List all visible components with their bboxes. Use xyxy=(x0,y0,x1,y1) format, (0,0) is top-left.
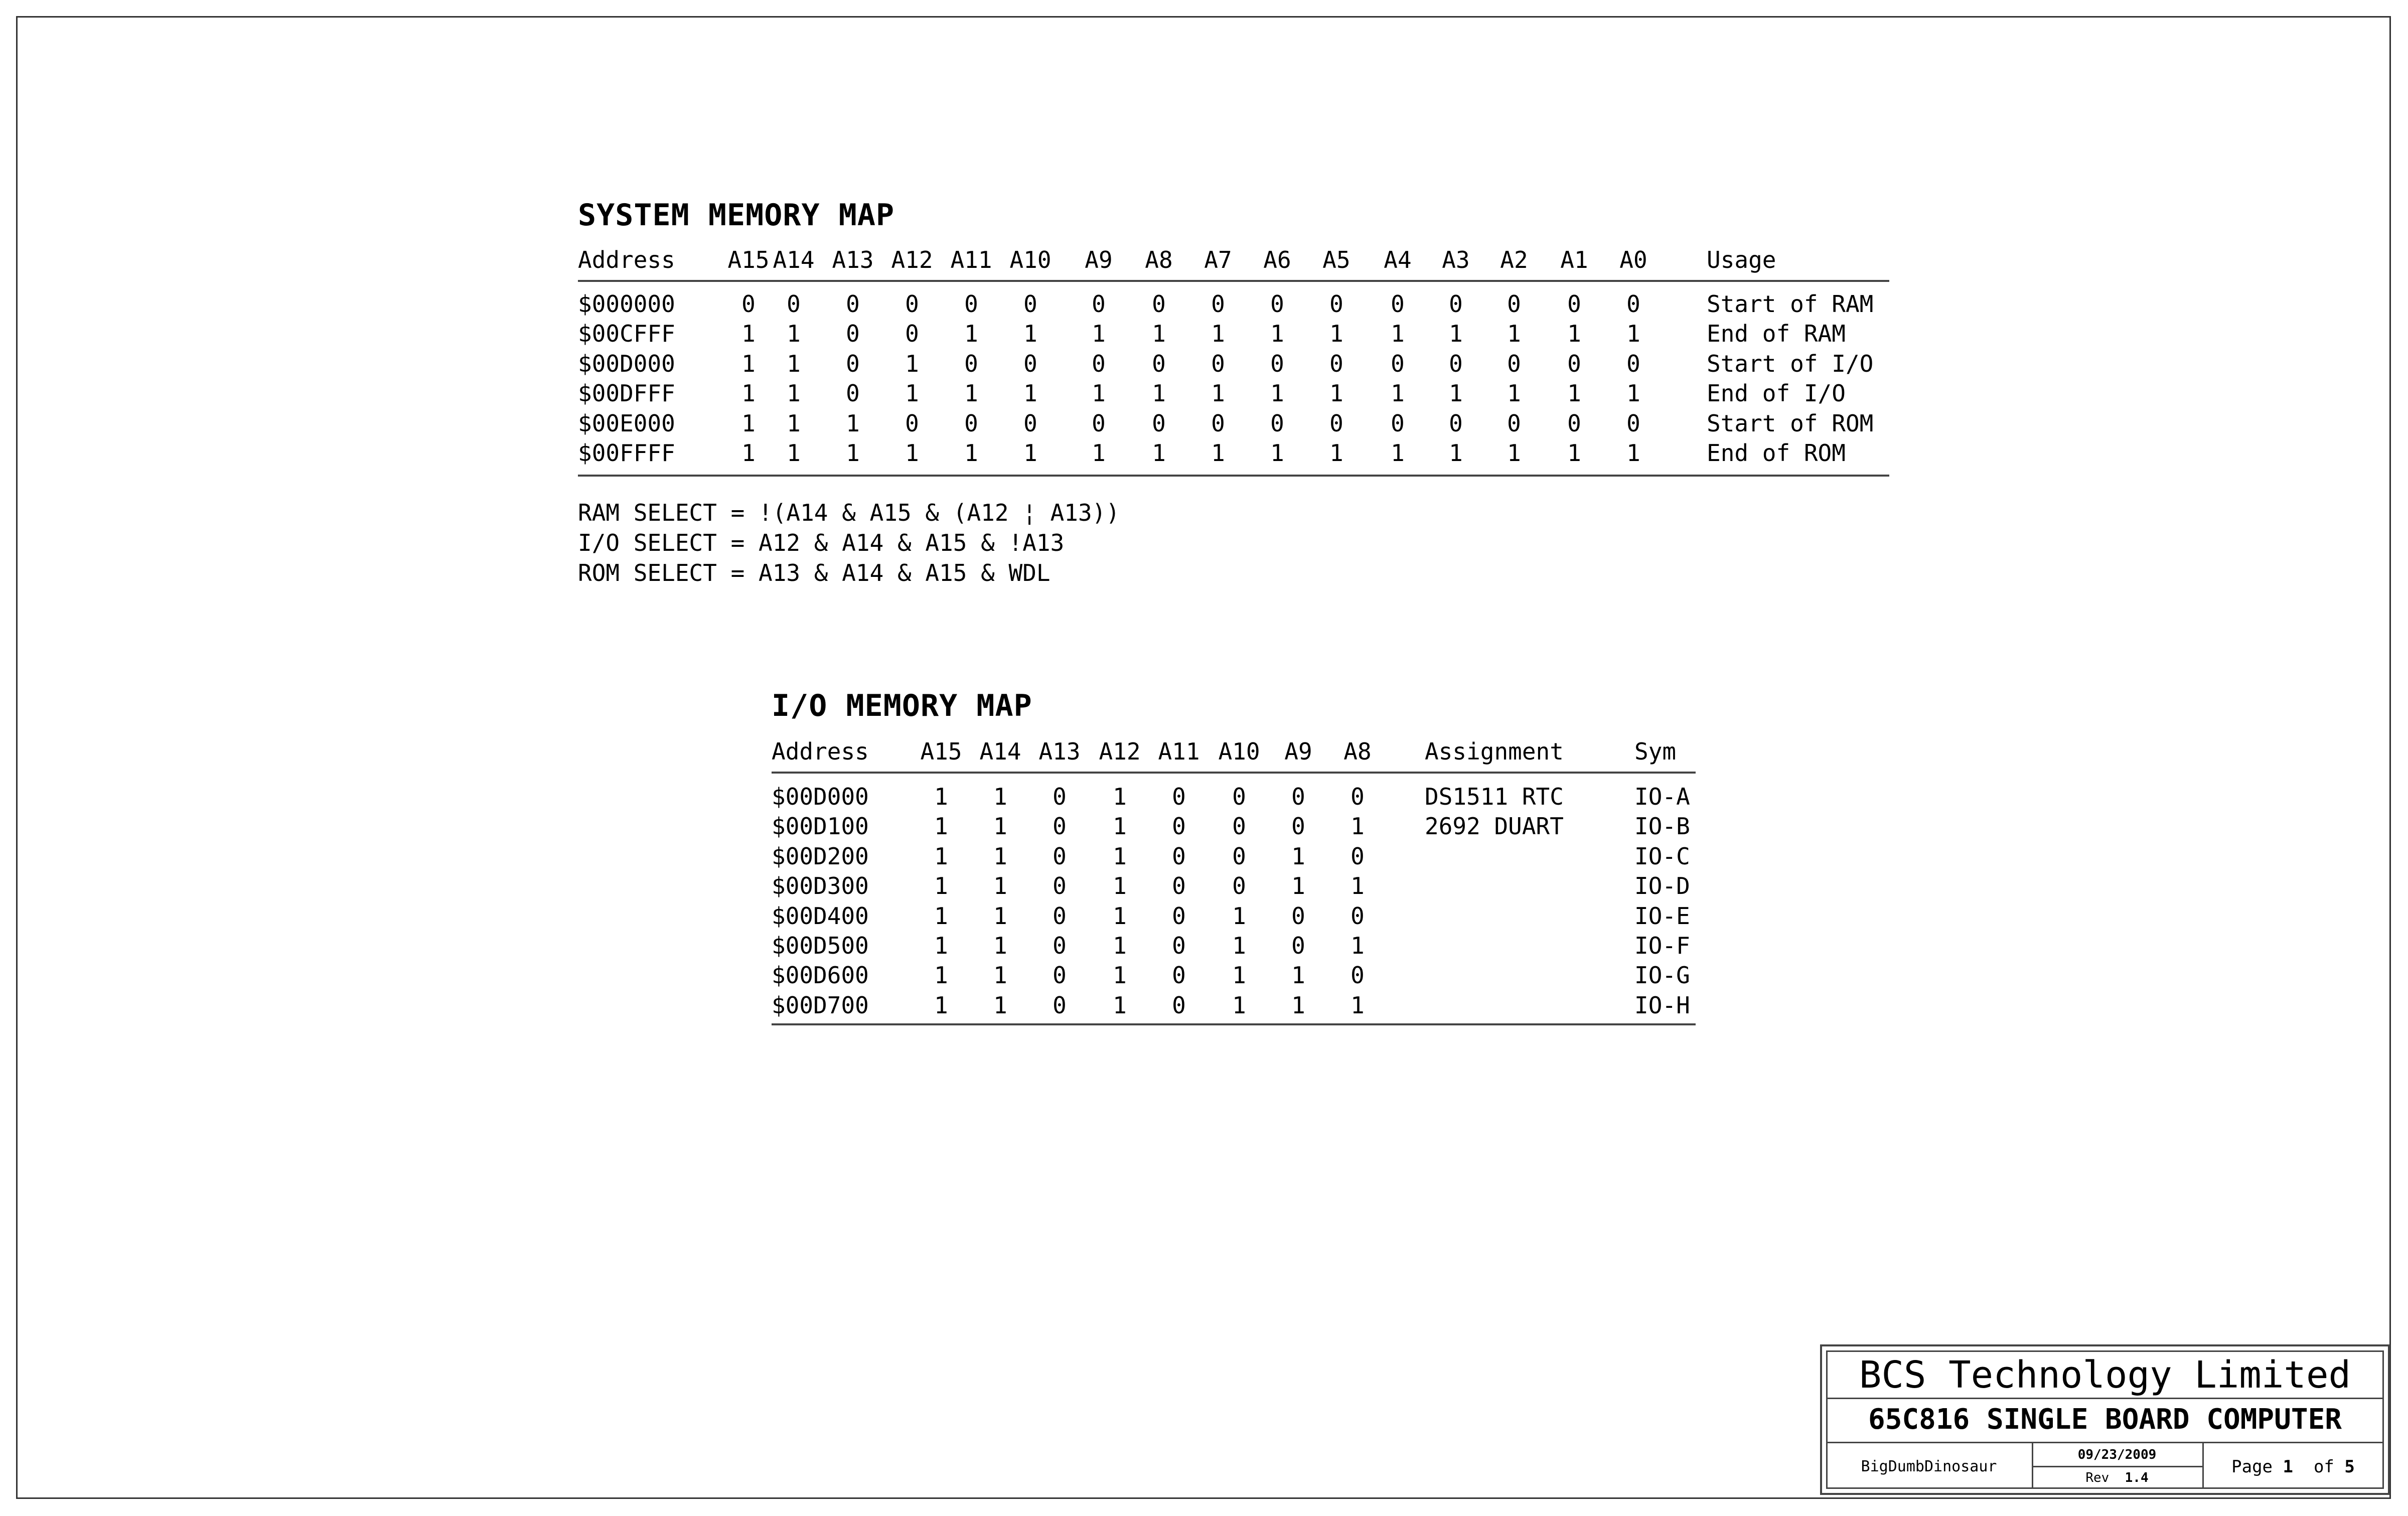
bit-cell: 1 xyxy=(1329,320,1343,347)
bit-cell: 1 xyxy=(964,380,978,407)
bit-cell: 0 xyxy=(1507,290,1521,318)
bit-cell: 1 xyxy=(1152,380,1166,407)
bit-cell: 0 xyxy=(1391,350,1405,377)
page-number xyxy=(2202,1445,2384,1489)
bit-cell: 1 xyxy=(741,380,756,407)
sym-cell: IO-H xyxy=(1634,992,1690,1019)
column-header: A1 xyxy=(1560,246,1588,273)
bit-cell: 1 xyxy=(1329,380,1343,407)
column-header: A14 xyxy=(773,246,815,273)
bit-cell: 0 xyxy=(1211,290,1225,318)
bit-cell: 1 xyxy=(1113,872,1127,899)
sym-cell: IO-B xyxy=(1634,813,1690,840)
bit-cell: 1 xyxy=(1449,320,1463,347)
bit-cell: 1 xyxy=(905,380,919,407)
bit-cell: 1 xyxy=(905,350,919,377)
bit-cell: 1 xyxy=(1113,962,1127,989)
bit-cell: 1 xyxy=(846,439,860,467)
io-map-title: I/O MEMORY MAP xyxy=(772,688,1032,723)
bit-cell: 1 xyxy=(993,813,1007,840)
usage-cell: Start of ROM xyxy=(1707,410,1874,437)
bit-cell: 0 xyxy=(1626,350,1640,377)
bit-cell: 1 xyxy=(1291,872,1305,899)
bit-cell: 1 xyxy=(934,962,948,989)
bit-cell: 0 xyxy=(1052,962,1067,989)
bit-cell: 0 xyxy=(1329,290,1343,318)
bit-cell: 1 xyxy=(905,439,919,467)
bit-cell: 0 xyxy=(1052,872,1067,899)
assignment-cell: 2692 DUART xyxy=(1425,813,1564,840)
column-header: Address xyxy=(772,738,869,765)
bit-cell: 1 xyxy=(1113,902,1127,930)
sym-cell: IO-A xyxy=(1634,783,1690,810)
page-label: Page xyxy=(2231,1457,2273,1477)
bit-cell: 0 xyxy=(1567,410,1581,437)
title-block-divider xyxy=(1826,1398,2384,1399)
column-header: A0 xyxy=(1619,246,1647,273)
bit-cell: 0 xyxy=(1350,962,1365,989)
bit-cell: 0 xyxy=(1152,410,1166,437)
address-cell: $000000 xyxy=(578,290,675,318)
bit-cell: 0 xyxy=(1172,902,1186,930)
bit-cell: 1 xyxy=(934,992,948,1019)
address-cell: $00D200 xyxy=(772,843,869,870)
bit-cell: 0 xyxy=(1449,290,1463,318)
bit-cell: 1 xyxy=(993,992,1007,1019)
bit-cell: 1 xyxy=(964,320,978,347)
sym-cell: IO-E xyxy=(1634,902,1690,930)
bit-cell: 0 xyxy=(1232,783,1246,810)
column-header: A7 xyxy=(1204,246,1232,273)
usage-cell: End of ROM xyxy=(1707,439,1846,467)
column-header: Assignment xyxy=(1425,738,1564,765)
bit-cell: 0 xyxy=(846,290,860,318)
address-cell: $00DFFF xyxy=(578,380,675,407)
bit-cell: 1 xyxy=(1626,320,1640,347)
bit-cell: 0 xyxy=(1052,902,1067,930)
column-header: A5 xyxy=(1322,246,1350,273)
bit-cell: 0 xyxy=(1507,350,1521,377)
bit-cell: 0 xyxy=(1172,813,1186,840)
ram-select-equation: RAM SELECT = !(A14 & A15 & (A12 ¦ A13)) xyxy=(578,499,1120,526)
bit-cell: 0 xyxy=(1152,290,1166,318)
bit-cell: 0 xyxy=(1172,783,1186,810)
bit-cell: 1 xyxy=(1092,439,1106,467)
bit-cell: 0 xyxy=(1350,783,1365,810)
bit-cell: 1 xyxy=(1507,380,1521,407)
column-header: A10 xyxy=(1009,246,1051,273)
bit-cell: 1 xyxy=(787,350,801,377)
bit-cell: 1 xyxy=(1329,439,1343,467)
bit-cell: 1 xyxy=(993,843,1007,870)
column-header: A15 xyxy=(920,738,962,765)
bit-cell: 0 xyxy=(1626,290,1640,318)
bit-cell: 1 xyxy=(1507,320,1521,347)
bit-cell: 0 xyxy=(1232,843,1246,870)
bit-cell: 1 xyxy=(787,380,801,407)
bit-cell: 0 xyxy=(1391,410,1405,437)
column-header: A4 xyxy=(1384,246,1412,273)
bit-cell: 1 xyxy=(1291,992,1305,1019)
bit-cell: 0 xyxy=(1291,932,1305,959)
bit-cell: 1 xyxy=(1113,813,1127,840)
column-header: A13 xyxy=(1038,738,1081,765)
bit-cell: 1 xyxy=(1232,932,1246,959)
bit-cell: 1 xyxy=(1023,320,1037,347)
bit-cell: 0 xyxy=(846,380,860,407)
bit-cell: 1 xyxy=(1350,992,1365,1019)
bit-cell: 1 xyxy=(1626,439,1640,467)
bit-cell: 0 xyxy=(905,290,919,318)
bit-cell: 1 xyxy=(1270,320,1284,347)
bit-cell: 1 xyxy=(1567,380,1581,407)
bit-cell: 0 xyxy=(1092,410,1106,437)
system-map-title: SYSTEM MEMORY MAP xyxy=(578,198,895,233)
bit-cell: 0 xyxy=(1270,350,1284,377)
bit-cell: 1 xyxy=(1626,380,1640,407)
bit-cell: 0 xyxy=(1291,783,1305,810)
bit-cell: 1 xyxy=(1211,320,1225,347)
address-cell: $00D500 xyxy=(772,932,869,959)
page-of-label: of xyxy=(2313,1457,2334,1477)
column-header: Address xyxy=(578,246,675,273)
column-header: A6 xyxy=(1263,246,1291,273)
bit-cell: 1 xyxy=(934,872,948,899)
bit-cell: 0 xyxy=(1232,872,1246,899)
bit-cell: 1 xyxy=(993,962,1007,989)
bit-cell: 0 xyxy=(1023,350,1037,377)
column-header: A12 xyxy=(1099,738,1141,765)
bit-cell: 0 xyxy=(905,410,919,437)
bit-cell: 0 xyxy=(1232,813,1246,840)
bit-cell: 0 xyxy=(1052,783,1067,810)
address-cell: $00D000 xyxy=(578,350,675,377)
bit-cell: 1 xyxy=(1232,962,1246,989)
drawing-date: 09/23/2009 xyxy=(2077,1447,2157,1462)
usage-cell: Start of I/O xyxy=(1707,350,1874,377)
bit-cell: 0 xyxy=(964,410,978,437)
bit-cell: 0 xyxy=(1329,350,1343,377)
usage-cell: End of I/O xyxy=(1707,380,1846,407)
bit-cell: 1 xyxy=(1391,320,1405,347)
bit-cell: 0 xyxy=(1172,932,1186,959)
column-header: A9 xyxy=(1085,246,1113,273)
address-cell: $00D400 xyxy=(772,902,869,930)
bit-cell: 0 xyxy=(1507,410,1521,437)
io-map-header-rule xyxy=(772,772,1696,774)
bit-cell: 1 xyxy=(934,783,948,810)
column-header: Sym xyxy=(1634,738,1677,765)
bit-cell: 1 xyxy=(1291,962,1305,989)
bit-cell: 1 xyxy=(1023,380,1037,407)
usage-cell: End of RAM xyxy=(1707,320,1846,347)
bit-cell: 1 xyxy=(1113,932,1127,959)
bit-cell: 1 xyxy=(741,410,756,437)
bit-cell: 1 xyxy=(846,410,860,437)
bit-cell: 0 xyxy=(1567,290,1581,318)
column-header: A12 xyxy=(891,246,933,273)
io-select-equation: I/O SELECT = A12 & A14 & A15 & !A13 xyxy=(578,529,1065,556)
address-cell: $00D000 xyxy=(772,783,869,810)
page-total: 5 xyxy=(2344,1457,2355,1477)
bit-cell: 1 xyxy=(1232,902,1246,930)
bit-cell: 1 xyxy=(1350,813,1365,840)
column-header: A9 xyxy=(1284,738,1312,765)
bit-cell: 1 xyxy=(993,872,1007,899)
bit-cell: 1 xyxy=(1270,380,1284,407)
revision-value: 1.4 xyxy=(2125,1470,2149,1485)
bit-cell: 0 xyxy=(1092,350,1106,377)
address-cell: $00D100 xyxy=(772,813,869,840)
bit-cell: 1 xyxy=(1113,843,1127,870)
sym-cell: IO-C xyxy=(1634,843,1690,870)
sym-cell: IO-G xyxy=(1634,962,1690,989)
bit-cell: 1 xyxy=(1113,783,1127,810)
bit-cell: 0 xyxy=(1052,843,1067,870)
bit-cell: 0 xyxy=(1023,410,1037,437)
bit-cell: 0 xyxy=(1270,290,1284,318)
address-cell: $00D700 xyxy=(772,992,869,1019)
bit-cell: 1 xyxy=(1152,439,1166,467)
bit-cell: 0 xyxy=(1291,902,1305,930)
column-header: A15 xyxy=(727,246,770,273)
sym-cell: IO-F xyxy=(1634,932,1690,959)
bit-cell: 0 xyxy=(1052,932,1067,959)
bit-cell: 0 xyxy=(1329,410,1343,437)
column-header: A10 xyxy=(1218,738,1260,765)
address-cell: $00E000 xyxy=(578,410,675,437)
bit-cell: 0 xyxy=(1567,350,1581,377)
bit-cell: 0 xyxy=(1449,410,1463,437)
bit-cell: 0 xyxy=(1172,843,1186,870)
column-header: A13 xyxy=(832,246,874,273)
column-header: A11 xyxy=(950,246,992,273)
sym-cell: IO-D xyxy=(1634,872,1690,899)
bit-cell: 1 xyxy=(1232,992,1246,1019)
bit-cell: 0 xyxy=(846,350,860,377)
bit-cell: 0 xyxy=(1350,902,1365,930)
bit-cell: 1 xyxy=(741,320,756,347)
bit-cell: 0 xyxy=(1626,410,1640,437)
bit-cell: 1 xyxy=(1567,439,1581,467)
column-header: A8 xyxy=(1343,738,1372,765)
column-header: A14 xyxy=(979,738,1021,765)
bit-cell: 1 xyxy=(993,783,1007,810)
bit-cell: 0 xyxy=(1211,410,1225,437)
system-map-bottom-rule xyxy=(578,475,1889,477)
bit-cell: 1 xyxy=(934,843,948,870)
bit-cell: 0 xyxy=(1172,962,1186,989)
bit-cell: 1 xyxy=(1449,439,1463,467)
bit-cell: 1 xyxy=(934,902,948,930)
bit-cell: 1 xyxy=(993,932,1007,959)
company-name: BCS Technology Limited xyxy=(1859,1353,2351,1397)
bit-cell: 0 xyxy=(741,290,756,318)
bit-cell: 0 xyxy=(1391,290,1405,318)
revision-label: Rev xyxy=(2085,1470,2110,1485)
bit-cell: 0 xyxy=(1291,813,1305,840)
bit-cell: 1 xyxy=(1567,320,1581,347)
bit-cell: 0 xyxy=(1152,350,1166,377)
bit-cell: 0 xyxy=(964,350,978,377)
bit-cell: 1 xyxy=(1023,439,1037,467)
page-current: 1 xyxy=(2283,1457,2293,1477)
bit-cell: 0 xyxy=(1211,350,1225,377)
bit-cell: 0 xyxy=(1350,843,1365,870)
bit-cell: 1 xyxy=(1092,380,1106,407)
bit-cell: 1 xyxy=(1391,439,1405,467)
assignment-cell: DS1511 RTC xyxy=(1425,783,1564,810)
address-cell: $00FFFF xyxy=(578,439,675,467)
bit-cell: 1 xyxy=(1211,380,1225,407)
bit-cell: 0 xyxy=(1270,410,1284,437)
bit-cell: 0 xyxy=(1449,350,1463,377)
bit-cell: 1 xyxy=(1270,439,1284,467)
io-map-bottom-rule xyxy=(772,1023,1696,1025)
bit-cell: 0 xyxy=(1092,290,1106,318)
rom-select-equation: ROM SELECT = A13 & A14 & A15 & WDL xyxy=(578,559,1050,586)
bit-cell: 0 xyxy=(905,320,919,347)
column-header: A3 xyxy=(1442,246,1470,273)
bit-cell: 1 xyxy=(1507,439,1521,467)
address-cell: $00CFFF xyxy=(578,320,675,347)
bit-cell: 1 xyxy=(787,410,801,437)
bit-cell: 0 xyxy=(846,320,860,347)
bit-cell: 0 xyxy=(1052,992,1067,1019)
bit-cell: 1 xyxy=(964,439,978,467)
bit-cell: 1 xyxy=(1113,992,1127,1019)
author-name: BigDumbDinosaur xyxy=(1861,1458,1997,1475)
bit-cell: 1 xyxy=(1211,439,1225,467)
column-header: A11 xyxy=(1158,738,1200,765)
product-name: 65C816 SINGLE BOARD COMPUTER xyxy=(1868,1403,2342,1436)
bit-cell: 1 xyxy=(1092,320,1106,347)
bit-cell: 1 xyxy=(1391,380,1405,407)
bit-cell: 0 xyxy=(1172,992,1186,1019)
bit-cell: 0 xyxy=(787,290,801,318)
bit-cell: 1 xyxy=(741,439,756,467)
bit-cell: 1 xyxy=(741,350,756,377)
system-map-header-rule xyxy=(578,280,1889,282)
column-header: Usage xyxy=(1707,246,1776,273)
bit-cell: 1 xyxy=(934,932,948,959)
bit-cell: 0 xyxy=(1023,290,1037,318)
bit-cell: 1 xyxy=(1152,320,1166,347)
bit-cell: 0 xyxy=(1052,813,1067,840)
bit-cell: 1 xyxy=(1291,843,1305,870)
bit-cell: 1 xyxy=(1350,932,1365,959)
bit-cell: 1 xyxy=(934,813,948,840)
column-header: A2 xyxy=(1500,246,1528,273)
address-cell: $00D600 xyxy=(772,962,869,989)
bit-cell: 0 xyxy=(1172,872,1186,899)
address-cell: $00D300 xyxy=(772,872,869,899)
bit-cell: 1 xyxy=(787,320,801,347)
usage-cell: Start of RAM xyxy=(1707,290,1874,318)
bit-cell: 0 xyxy=(964,290,978,318)
bit-cell: 1 xyxy=(1449,380,1463,407)
column-header: A8 xyxy=(1145,246,1173,273)
title-block-divider xyxy=(1826,1442,2384,1443)
bit-cell: 1 xyxy=(1350,872,1365,899)
revision xyxy=(2032,1467,2202,1489)
bit-cell: 1 xyxy=(787,439,801,467)
bit-cell: 1 xyxy=(993,902,1007,930)
